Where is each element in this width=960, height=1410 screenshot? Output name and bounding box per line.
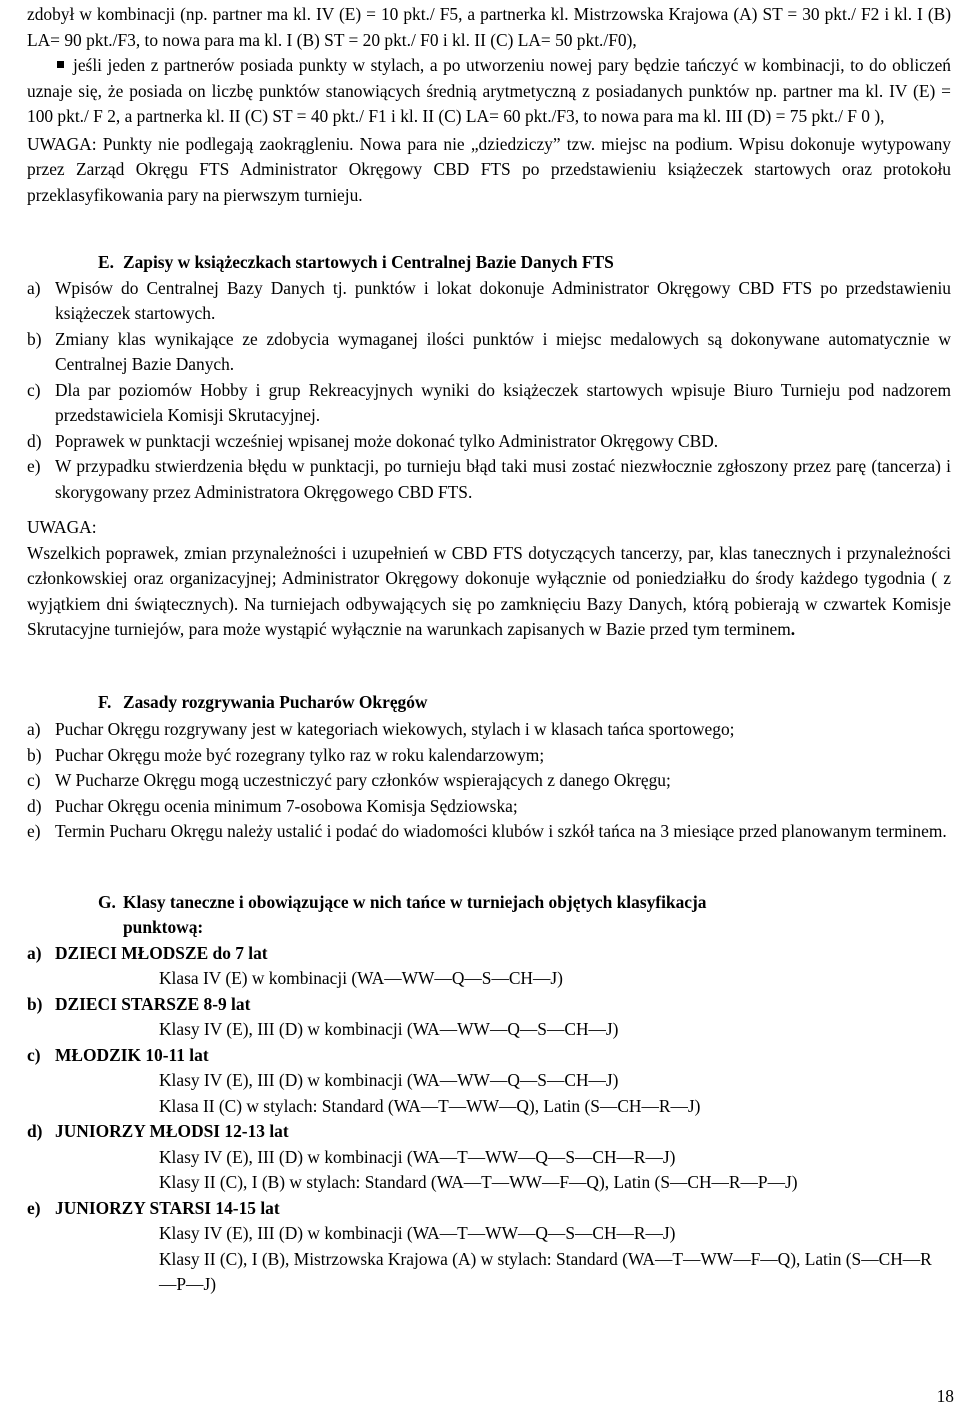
section-e-title: Zapisy w książeczkach startowych i Centralnej Bazie Danych FTS bbox=[123, 252, 614, 272]
class-group bbox=[27, 941, 951, 992]
list-item bbox=[27, 429, 951, 455]
intro-paragraph: zdobył w kombinacji (np. partner ma kl. IV (E) = 10 pkt./ F5, a partnerka kl. Mistrzowska Krajowa (A) ST = 30 pkt./ F2 i kl. I (B) LA= 90 pkt./F3, to nowa para ma kl. I (B) ST = 20 pkt./ F0 i kl. II (C) LA= 50 pkt./F0), bbox=[27, 4, 951, 50]
list-item-text: Puchar Okręgu może być rozegrany tylko raz w roku kalendarzowym; bbox=[55, 744, 545, 765]
section-f-number: F. bbox=[98, 691, 112, 712]
class-group-name: MŁODZIK 10-11 lat bbox=[55, 1044, 209, 1065]
class-group-label: b) bbox=[27, 993, 43, 1014]
section-f-title: Zasady rozgrywania Pucharów Okręgów bbox=[123, 691, 428, 712]
list-item-label: d) bbox=[27, 795, 42, 816]
section-e-uwaga-text bbox=[27, 541, 951, 643]
list-item bbox=[27, 378, 951, 429]
section-e-list bbox=[27, 276, 951, 506]
list-item bbox=[27, 819, 951, 845]
class-group-name: DZIECI MŁODSZE do 7 lat bbox=[55, 942, 268, 963]
list-item-label: c) bbox=[27, 770, 41, 790]
class-group-line: Klasy IV (E), III (D) w kombinacji (WA—WW—Q—S—CH—J) bbox=[159, 1070, 619, 1090]
class-group-line: Klasy IV (E), III (D) w kombinacji (WA—WW—Q—S—CH—J) bbox=[159, 1019, 619, 1039]
list-item-label: b) bbox=[27, 328, 42, 349]
section-g-title-line1: Klasy taneczne i obowiązujące w nich tańce w turniejach objętych klasyfikacja bbox=[123, 891, 707, 912]
intro-bullet bbox=[27, 53, 951, 130]
class-group-line: Klasy IV (E), III (D) w kombinacji (WA—T—WW—Q—S—CH—R—J) bbox=[159, 1223, 676, 1243]
section-g-heading bbox=[98, 890, 951, 941]
class-group-name: JUNIORZY STARSI 14-15 lat bbox=[55, 1197, 280, 1218]
list-item bbox=[27, 327, 951, 378]
list-item-label: d) bbox=[27, 430, 42, 451]
class-group bbox=[27, 1119, 951, 1196]
list-item-text: W przypadku stwierdzenia błędu w punktacji, po turnieju błąd taki musi zostać niezwłocznie zgłoszony przez parę (tancerza) i skorygowany przez Administratora Okręgowego CBD FTS. bbox=[55, 456, 951, 502]
section-e-number: E. bbox=[98, 252, 114, 272]
intro-bullet-text: jeśli jeden z partnerów posiada punkty w stylach, a po utworzeniu nowej pary będzie tańczyć w kombinacji, to do obliczeń uznaje się, że posiada on liczbę punktów stanowiących średnią arytmetyczną z posiadanych punktów np. partner ma kl. IV (E) = 100 pkt./ F 2, a partnerka kl. II (C) ST = 40 pkt./ F1 i kl. II (C) LA= 60 pkt./F3, to nowa para ma kl. III (D) = 75 pkt./ F 0 ), bbox=[27, 55, 951, 126]
class-group-line: Klasy IV (E), III (D) w kombinacji (WA—T—WW—Q—S—CH—R—J) bbox=[159, 1146, 676, 1167]
list-item bbox=[27, 454, 951, 505]
intro-uwaga: UWAGA: Punkty nie podlegają zaokrągleniu. Nowa para nie „dziedziczy” tzw. miejsc na podium. Wpisu dokonuje wytypowany przez Zarząd Okręgu FTS Administrator Okręgowy CBD FTS po przedstawieniu książeczek startowych oraz protokołu przeklasyfikowania pary na pierwszym turnieju. bbox=[27, 133, 951, 205]
section-e-uwaga-label: UWAGA: bbox=[27, 517, 97, 537]
list-item-text: Wpisów do Centralnej Bazy Danych tj. punktów i lokat dokonuje Administrator Okręgowy CBD FTS po przedstawieniu książeczek startowych. bbox=[55, 277, 951, 323]
document-page bbox=[27, 2, 951, 1298]
list-item-text: Poprawek w punktacji wcześniej wpisanej może dokonać tylko Administrator Okręgowy CBD. bbox=[55, 430, 719, 451]
list-item-label: a) bbox=[27, 719, 41, 739]
list-item-label: b) bbox=[27, 744, 42, 765]
list-item-label: e) bbox=[27, 456, 41, 476]
class-group-label: a) bbox=[27, 942, 42, 963]
class-group-name: DZIECI STARSZE 8-9 lat bbox=[55, 993, 251, 1014]
list-item bbox=[27, 794, 951, 820]
list-item-text: W Pucharze Okręgu mogą uczestniczyć pary członków wspierających z danego Okręgu; bbox=[55, 770, 671, 790]
class-group-line: Klasy II (C), I (B), Mistrzowska Krajowa (A) w stylach: Standard (WA—T—WW—F—Q), Latin (S—CH—R—P—J) bbox=[159, 1248, 932, 1294]
class-group-label: e) bbox=[27, 1197, 41, 1218]
list-item-text: Termin Pucharu Okręgu należy ustalić i podać do wiadomości klubów i szkół tańca na 3 miesiące przed planowanym terminem. bbox=[55, 821, 947, 841]
list-item-label: e) bbox=[27, 821, 41, 841]
section-f-heading bbox=[98, 690, 951, 716]
class-group-line: Klasa II (C) w stylach: Standard (WA—T—WW—Q), Latin (S—CH—R—J) bbox=[159, 1095, 701, 1116]
section-f-list bbox=[27, 717, 951, 845]
uwaga-end: . bbox=[790, 619, 796, 639]
list-item-text: Puchar Okręgu rozgrywany jest w kategoriach wiekowych, stylach i w klasach tańca sportowego; bbox=[55, 719, 735, 739]
list-item bbox=[27, 276, 951, 327]
section-e-heading bbox=[98, 250, 951, 276]
class-group-label: c) bbox=[27, 1044, 41, 1065]
list-item-label: c) bbox=[27, 379, 41, 400]
list-item bbox=[27, 768, 951, 794]
section-g-number: G. bbox=[98, 891, 116, 912]
class-group bbox=[27, 1043, 951, 1120]
list-item bbox=[27, 743, 951, 769]
section-g-title-line2: punktową: bbox=[123, 917, 204, 937]
list-item-text: Puchar Okręgu ocenia minimum 7-osobowa Komisja Sędziowska; bbox=[55, 795, 518, 816]
list-item bbox=[27, 717, 951, 743]
list-item-label: a) bbox=[27, 277, 41, 298]
class-group bbox=[27, 992, 951, 1043]
page-number: 18 bbox=[936, 1386, 954, 1406]
list-item-text: Zmiany klas wynikające ze zdobycia wymaganej ilości punktów i miejsc medalowych są dokonywane automatycznie w Centralnej Bazie Danych. bbox=[55, 328, 951, 374]
class-group-line: Klasa IV (E) w kombinacji (WA—WW—Q—S—CH—J) bbox=[159, 968, 563, 988]
class-group bbox=[27, 1196, 951, 1298]
class-group-name: JUNIORZY MŁODSI 12-13 lat bbox=[55, 1121, 289, 1141]
class-group-label: d) bbox=[27, 1121, 43, 1141]
class-group-line: Klasy II (C), I (B) w stylach: Standard (WA—T—WW—F—Q), Latin (S—CH—R—P—J) bbox=[159, 1172, 798, 1192]
list-item-text: Dla par poziomów Hobby i grup Rekreacyjnych wyniki do książeczek startowych wpisuje Biuro Turnieju pod nadzorem przedstawiciela Komisji Skrutacyjnej. bbox=[55, 379, 951, 425]
section-g-groups bbox=[27, 941, 951, 1298]
uwaga-body: Wszelkich poprawek, zmian przynależności i uzupełnień w CBD FTS dotyczących tancerzy, par, klas tanecznych i przynależności członkowskiej oraz organizacyjnej; Administrator Okręgowy dokonuje wyłącznie od poniedziałku do środy każdego tygodnia ( z wyjątkiem dni świątecznych). Na turniejach odbywających się po zamknięciu Bazy Danych, którą pobierają w czwartek Komisje Skrutacyjne turniejów, para może wystąpić wyłącznie na warunkach zapisanych w Bazie przed tym terminem bbox=[27, 542, 951, 639]
square-bullet-icon bbox=[57, 61, 64, 68]
